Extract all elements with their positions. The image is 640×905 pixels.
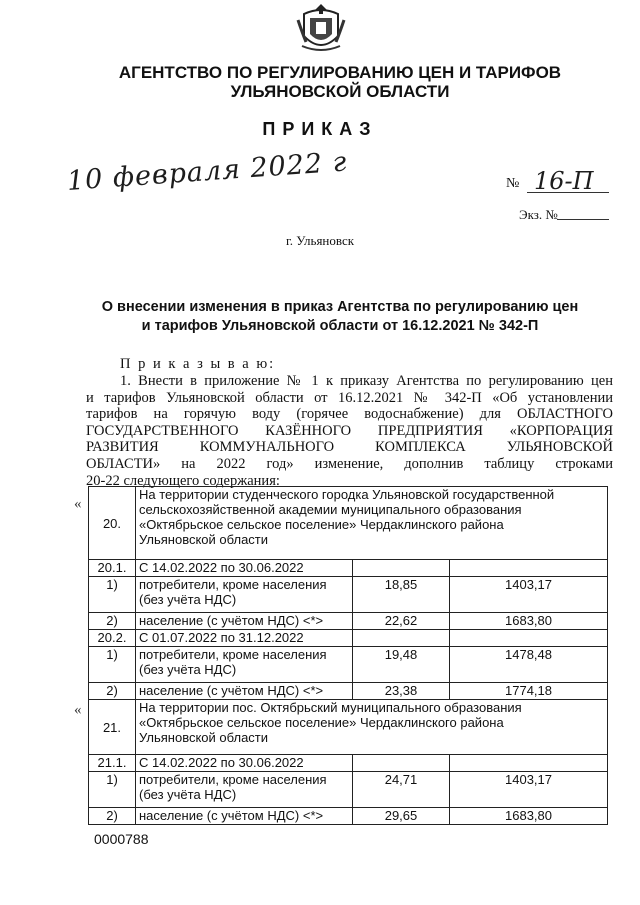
copy-number-underline	[557, 219, 609, 220]
row-number: 1)	[89, 772, 136, 808]
coat-of-arms-emblem	[296, 2, 346, 54]
consumer-description: население (с учётом НДС) <*>	[136, 683, 353, 700]
consumer-description: потребители, кроме населения (без учёта НДС)	[136, 772, 353, 808]
handwritten-date: 10 февраля 2022 г	[66, 146, 349, 197]
row-number: 1)	[89, 577, 136, 613]
subject-line: и тарифов Ульяновской области от 16.12.2021 № 342-П	[141, 318, 539, 334]
row-number: 20.	[89, 487, 136, 560]
description-line: На территории студенческого городка Ульяновской государственной	[139, 487, 555, 502]
table-row	[89, 755, 608, 772]
description-line: сельскохозяйственной академии муниципального образования	[139, 502, 522, 517]
row-number: 1)	[89, 647, 136, 683]
number-underline	[527, 192, 609, 193]
description-line: «Октябрьское сельское поселение» Чердаклинского района	[139, 517, 504, 532]
consumer-description: потребители, кроме населения (без учёта НДС)	[136, 647, 353, 683]
row-number: 2)	[89, 613, 136, 630]
paragraph-line: РАЗВИТИЯ КОММУНАЛЬНОГО КОМПЛЕКСА УЛЬЯНОВСКОЙ	[86, 439, 613, 456]
agency-name-line2: УЛЬЯНОВСКОЙ ОБЛАСТИ	[230, 82, 450, 101]
copy-number-label: Экз. №	[519, 207, 558, 222]
description-line: «Октябрьское сельское поселение» Чердаклинского района	[139, 715, 504, 730]
tariff-value-2: 1683,80	[450, 808, 608, 825]
row-number: 21.	[89, 700, 136, 755]
table-row	[89, 577, 608, 613]
row-number: 2)	[89, 683, 136, 700]
tariff-value-2: 1403,17	[450, 577, 608, 613]
table-row	[89, 700, 608, 755]
paragraph-line: ОБЛАСТИ» на 2022 год» изменение, дополнив таблицу строками	[86, 455, 613, 472]
opening-quote-mark: «	[74, 496, 82, 512]
tariff-value-1: 23,38	[353, 683, 450, 700]
table-row	[89, 560, 608, 577]
tariff-table	[88, 486, 608, 825]
period-cell: С 14.02.2022 по 30.06.2022	[136, 560, 353, 577]
table-row	[89, 613, 608, 630]
paragraph-line: 1. Внести в приложение № 1 к приказу Агентства по регулированию цен	[120, 373, 613, 389]
row-number: 20.2.	[89, 630, 136, 647]
paragraph-line: и тарифов Ульяновской области от 16.12.2021 № 342-П «Об установлении	[86, 389, 613, 406]
description-line: Ульяновской области	[139, 532, 269, 547]
description-line: На территории пос. Октябрьский муниципального образования	[139, 700, 522, 715]
tariff-value-1: 22,62	[353, 613, 450, 630]
tariff-value-1: 19,48	[353, 647, 450, 683]
tariff-value-2: 1403,17	[450, 772, 608, 808]
opening-quote-mark: «	[74, 702, 82, 718]
tariff-value-1: 29,65	[353, 808, 450, 825]
paragraph-line: 20-22 следующего содержания:	[86, 472, 280, 489]
period-cell: С 14.02.2022 по 30.06.2022	[136, 755, 353, 772]
tariff-value-2: 1478,48	[450, 647, 608, 683]
description-line: Ульяновской области	[139, 730, 269, 745]
order-word: П р и к а з ы в а ю:	[120, 356, 276, 372]
row-number: 21.1.	[89, 755, 136, 772]
number-label: №	[506, 176, 520, 191]
row-number: 20.1.	[89, 560, 136, 577]
empty-cell	[353, 630, 450, 647]
paragraph-line: ГОСУДАРСТВЕННОГО КАЗЁННОГО ПРЕДПРИЯТИЯ «КОРПОРАЦИЯ	[86, 422, 613, 439]
table-row	[89, 630, 608, 647]
empty-cell	[450, 755, 608, 772]
consumer-description: население (с учётом НДС) <*>	[136, 613, 353, 630]
empty-cell	[353, 755, 450, 772]
document-code: 0000788	[94, 831, 149, 847]
empty-cell	[353, 560, 450, 577]
territory-description	[136, 700, 608, 755]
tariff-value-1: 18,85	[353, 577, 450, 613]
handwritten-number: 16-П	[534, 167, 594, 195]
tariff-value-1: 24,71	[353, 772, 450, 808]
territory-description	[136, 487, 608, 560]
order-paragraph	[86, 373, 613, 489]
order-subject	[90, 298, 590, 336]
table-row	[89, 808, 608, 825]
tariff-value-2: 1774,18	[450, 683, 608, 700]
table-row	[89, 647, 608, 683]
consumer-description: население (с учётом НДС) <*>	[136, 808, 353, 825]
document-type-title: ПРИКАЗ	[262, 119, 378, 139]
paragraph-line: тарифов на горячую воду (горячее водоснабжение) для ОБЛАСТНОГО	[86, 406, 613, 423]
tariff-value-2: 1683,80	[450, 613, 608, 630]
table-row	[89, 772, 608, 808]
agency-name-line1: АГЕНТСТВО ПО РЕГУЛИРОВАНИЮ ЦЕН И ТАРИФОВ	[118, 63, 562, 82]
empty-cell	[450, 630, 608, 647]
row-number: 2)	[89, 808, 136, 825]
subject-line: О внесении изменения в приказ Агентства по регулированию цен	[101, 299, 579, 315]
table-row	[89, 487, 608, 560]
consumer-description: потребители, кроме населения (без учёта НДС)	[136, 577, 353, 613]
city-name: г. Ульяновск	[285, 233, 355, 248]
period-cell: С 01.07.2022 по 31.12.2022	[136, 630, 353, 647]
empty-cell	[450, 560, 608, 577]
table-row	[89, 683, 608, 700]
